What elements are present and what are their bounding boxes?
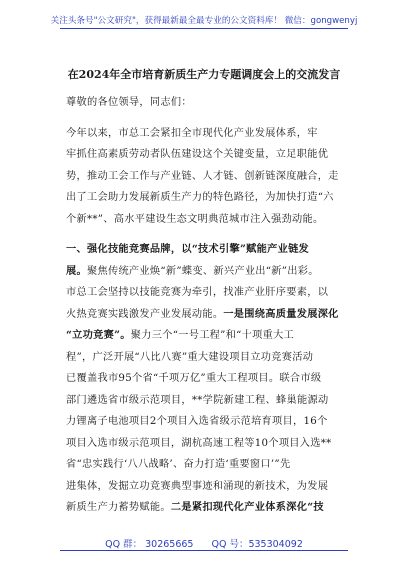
header-banner: 关注头条号"公文研究"，获得最新最全最专业的公文资料库！ 微信：gongwenyj	[50, 16, 358, 26]
text-line	[66, 304, 356, 326]
text-line	[66, 433, 356, 455]
text-line: 出了工会助力发展新质生产力的特色路径，为加快打造“六	[66, 192, 334, 203]
text-run: 已覆盖我市95个省“千项万亿”重大工程项目。联合市级	[66, 373, 322, 384]
text-run: 部门遴选省市级示范项目，**学院新建工程、蜂巢能源动	[66, 394, 329, 406]
paragraph-section-one	[66, 239, 356, 519]
bold-text-run: 一、强化技能竞赛品牌，以“技术引擎”赋能产业链发	[66, 243, 310, 255]
text-run: 力锂离子电池项目2个项目入选省级示范培育项目，16个	[66, 416, 328, 427]
text-line	[66, 454, 356, 476]
paragraph-intro	[66, 123, 356, 231]
text-line	[66, 497, 356, 519]
bold-text-run: “立功竞赛”。	[66, 329, 131, 341]
text-line: 势，推动工会工作与产业链、人才链、创新链深度融合，走	[66, 170, 339, 182]
document-body	[66, 92, 356, 519]
bold-text-run: 一是围绕高质量发展深化	[223, 307, 339, 320]
text-run: 聚焦传统产业焕“新”蝶变、新兴产业出“新”出彩。	[86, 265, 319, 277]
text-run: 新质生产力蓄势赋能。	[66, 502, 171, 513]
document-title: 在2024年全市培育新质生产力专题调度会上的交流发言	[67, 68, 341, 81]
text-run: 项目入选市级示范项目，湖杭高速工程等10个项目入选**	[66, 437, 332, 449]
text-line	[66, 239, 356, 261]
text-run: 聚力三个“一号工程”和“十项重大工	[130, 330, 295, 341]
text-line: 牢抓住高素质劳动者队伍建设这个关键变量，立足职能优	[66, 149, 329, 160]
text-line	[66, 411, 356, 433]
text-line	[66, 347, 356, 369]
salutation: 尊敬的各位领导，同志们：	[66, 97, 192, 108]
text-line	[66, 368, 356, 390]
text-line	[66, 390, 356, 412]
text-line	[66, 325, 356, 347]
bold-text-run: 二是紧扣现代化产业体系深化“技	[170, 501, 324, 513]
text-run: 程”，广泛开展“八比八赛”重大建设项目立功竞赛活动	[66, 351, 314, 363]
text-line	[66, 261, 356, 283]
text-run: 市总工会坚持以技能竞赛为牵引，找准产业肝序要素，以	[66, 287, 329, 298]
text-line: 今年以来，市总工会紧扣全市现代化产业发展体系，牢	[66, 127, 318, 139]
text-run: 进集体，发掘立功竞赛典型事迹和涌现的新技术，为发展	[66, 480, 329, 492]
header-divider	[60, 28, 348, 29]
text-line: 个新**”、高水平建设生态文明典范城市注入强劲动能。	[66, 213, 324, 225]
paragraph-gap	[66, 114, 356, 123]
footer-divider	[60, 550, 348, 551]
paragraph-gap	[66, 230, 356, 239]
text-run: 火热竞赛实践激发产业发展动能。	[66, 308, 224, 320]
footer-qq-number: QQ 号：535304092	[211, 539, 303, 550]
footer-qq-group: QQ 群： 30265665	[105, 539, 194, 550]
text-run: 省“忠实践行‘八八战略’、奋力打造‘重要窗口’”先	[66, 459, 291, 470]
text-line	[66, 476, 356, 498]
bold-text-run: 展。	[66, 264, 87, 277]
footer-contact	[0, 536, 408, 550]
text-line	[66, 282, 356, 304]
